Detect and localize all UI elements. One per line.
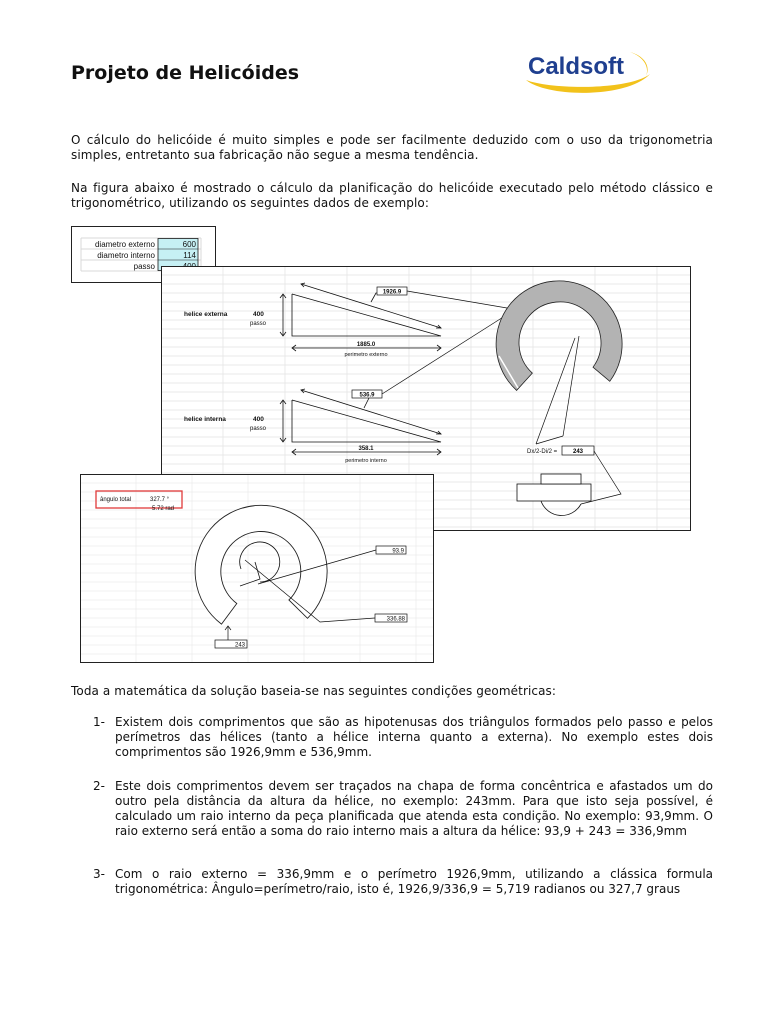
page-title: Projeto de Helicóides <box>71 62 300 84</box>
conclusion-intro: Toda a matemática da solução baseia-se nas seguintes condições geométricas: <box>71 684 557 698</box>
input-label-passo: passo <box>133 262 155 271</box>
inner-radius-value: 93.9 <box>392 548 404 555</box>
inner-helix-label: helice interna <box>184 416 226 423</box>
total-angle-radians: 5.72 rad <box>152 506 175 512</box>
helix-height-value: 243 <box>234 642 245 649</box>
outer-hypotenuse-value: 1926.9 <box>382 289 402 296</box>
list-item <box>93 715 713 760</box>
list-item-text: Existem dois comprimentos que são as hipotenusas dos triângulos formados pelo passo e pelos perímetros das hélices (tanto a hélice interna quanto a externa). No exemplo estes dois comprimentos são 1926,9mm e 536,9mm. <box>115 715 713 759</box>
list-item <box>93 867 713 897</box>
outer-base-value: 1885.0 <box>356 342 376 348</box>
condition-list-2 <box>93 779 713 839</box>
list-item-text: Este dois comprimentos devem ser traçados na chapa de forma concêntrica e afastados um do outro pela distância da altura da hélice, no exemplo: 243mm. Para que isto seja possível, é calculado um raio interno da peça planificada que atenda esta condição. No exemplo: 93,9mm. O raio externo será então a soma do raio interno mais a altura da hélice: 93,9 + 243 = 336,9mm <box>115 779 713 838</box>
inner-hypotenuse-value: 536.9 <box>359 392 375 399</box>
total-angle-label: ângulo total <box>100 497 132 503</box>
intro-paragraph-1: O cálculo do helicóide é muito simples e pode ser facilmente deduzido com o uso da trigonometria simples, entretanto sua fabricação não segue a mesma tendência. <box>71 133 713 162</box>
intro-paragraph-2: Na figura abaixo é mostrado o cálculo da planificação do helicóide executado pelo método clássico e trigonométrico, utilizando os seguintes dados de exemplo: <box>71 181 713 210</box>
input-value-diametro-interno: 114 <box>183 251 196 260</box>
flat-pattern-figure <box>80 474 434 663</box>
outer-pitch-unit: passo <box>250 321 267 327</box>
radius-difference-value: 243 <box>572 449 584 455</box>
total-angle-degrees: 327.7 ° <box>150 497 170 503</box>
input-label-diametro-interno: diametro interno <box>97 251 155 260</box>
radius-difference-label: Dx/2-Di/2 = <box>527 449 558 455</box>
list-item <box>93 779 713 839</box>
condition-list-3 <box>93 867 713 897</box>
list-item-number: 2- <box>93 779 105 793</box>
list-item-text: Com o raio externo = 336,9mm e o perímetro 1926,9mm, utilizando a clássica formula trigonométrica: Ângulo=perímetro/raio, isto é, 1926,9/336,9 = 5,719 radianos ou 327,7 graus <box>115 867 713 896</box>
outer-pitch-value: 400 <box>253 311 264 318</box>
caldsoft-logo <box>518 44 654 94</box>
condition-list-1 <box>93 715 713 760</box>
svg-text:Caldsoft: Caldsoft <box>528 53 624 80</box>
list-item-number: 1- <box>93 715 105 729</box>
inner-pitch-value: 400 <box>253 416 264 423</box>
list-item-number: 3- <box>93 867 105 881</box>
input-value-diametro-externo: 600 <box>182 240 196 249</box>
input-label-diametro-externo: diametro externo <box>94 240 155 249</box>
inner-base-caption: perimetro interno <box>345 458 387 464</box>
inner-base-value: 358.1 <box>358 446 374 452</box>
outer-radius-value: 336.88 <box>386 616 405 623</box>
inner-pitch-unit: passo <box>250 426 267 432</box>
outer-helix-label: helice externa <box>184 311 228 318</box>
outer-base-caption: perimetro externo <box>344 352 388 358</box>
